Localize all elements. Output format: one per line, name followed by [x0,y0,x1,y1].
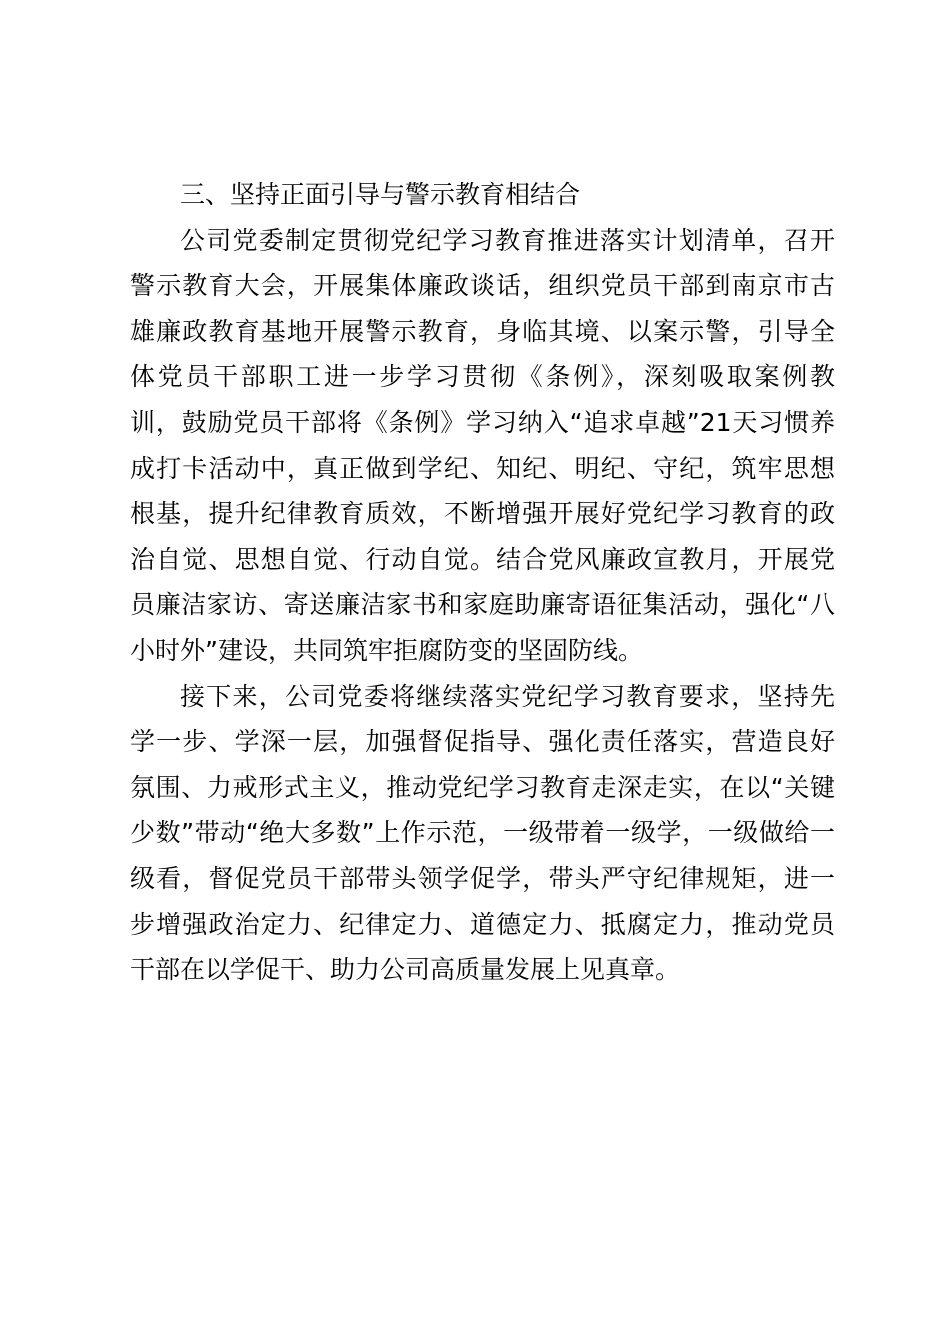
paragraph-line: 公司党委制定贯彻党纪学习教育推进落实计划清单，召开 [180,225,835,255]
paragraph-line: 学一步、学深一层，加强督促指导、强化责任落实，营造良好 [130,727,835,757]
paragraph-line: 治自觉、思想自觉、行动自觉。结合党风廉政宣教月，开展党 [130,544,835,574]
section-heading: 三、坚持正面引导与警示教育相结合 [180,180,581,209]
paragraph-line: 级看，督促党员干部带头领学促学，带头严守纪律规矩，进一 [130,863,835,893]
paragraph-line: 氛围、力戒形式主义，推动党纪学习教育走深走实，在以“关键 [130,772,835,802]
paragraph-2 [130,674,835,993]
paragraph-line: 员廉洁家访、寄送廉洁家书和家庭助廉寄语征集活动，强化“八 [130,590,835,620]
paragraph-line: 少数”带动“绝大多数”上作示范，一级带着一级学，一级做给一 [130,818,835,848]
paragraph-line: 根基，提升纪律教育质效，不断增强开展好党纪学习教育的政 [130,499,835,529]
paragraph-line: 警示教育大会，开展集体廉政谈话，组织党员干部到南京市古 [130,271,835,301]
paragraph-line: 干部在以学促干、助力公司高质量发展上见真章。 [130,955,681,985]
paragraph-line: 小时外”建设，共同筑牢拒腐防变的坚固防线。 [130,635,643,665]
document-body [130,172,835,993]
paragraph-line: 雄廉政教育基地开展警示教育，身临其境、以案示警，引导全 [130,316,835,346]
paragraph-1 [130,218,835,674]
paragraph-line: 步增强政治定力、纪律定力、道德定力、抵腐定力，推动党员 [130,909,835,939]
paragraph-line: 成打卡活动中，真正做到学纪、知纪、明纪、守纪，筑牢思想 [130,453,835,483]
paragraph-line: 训，鼓励党员干部将《条例》学习纳入“追求卓越”21天习惯养 [130,407,835,437]
paragraph-line: 接下来，公司党委将继续落实党纪学习教育要求，坚持先 [180,681,835,711]
paragraph-line: 体党员干部职工进一步学习贯彻《条例》，深刻吸取案例教 [130,362,835,392]
